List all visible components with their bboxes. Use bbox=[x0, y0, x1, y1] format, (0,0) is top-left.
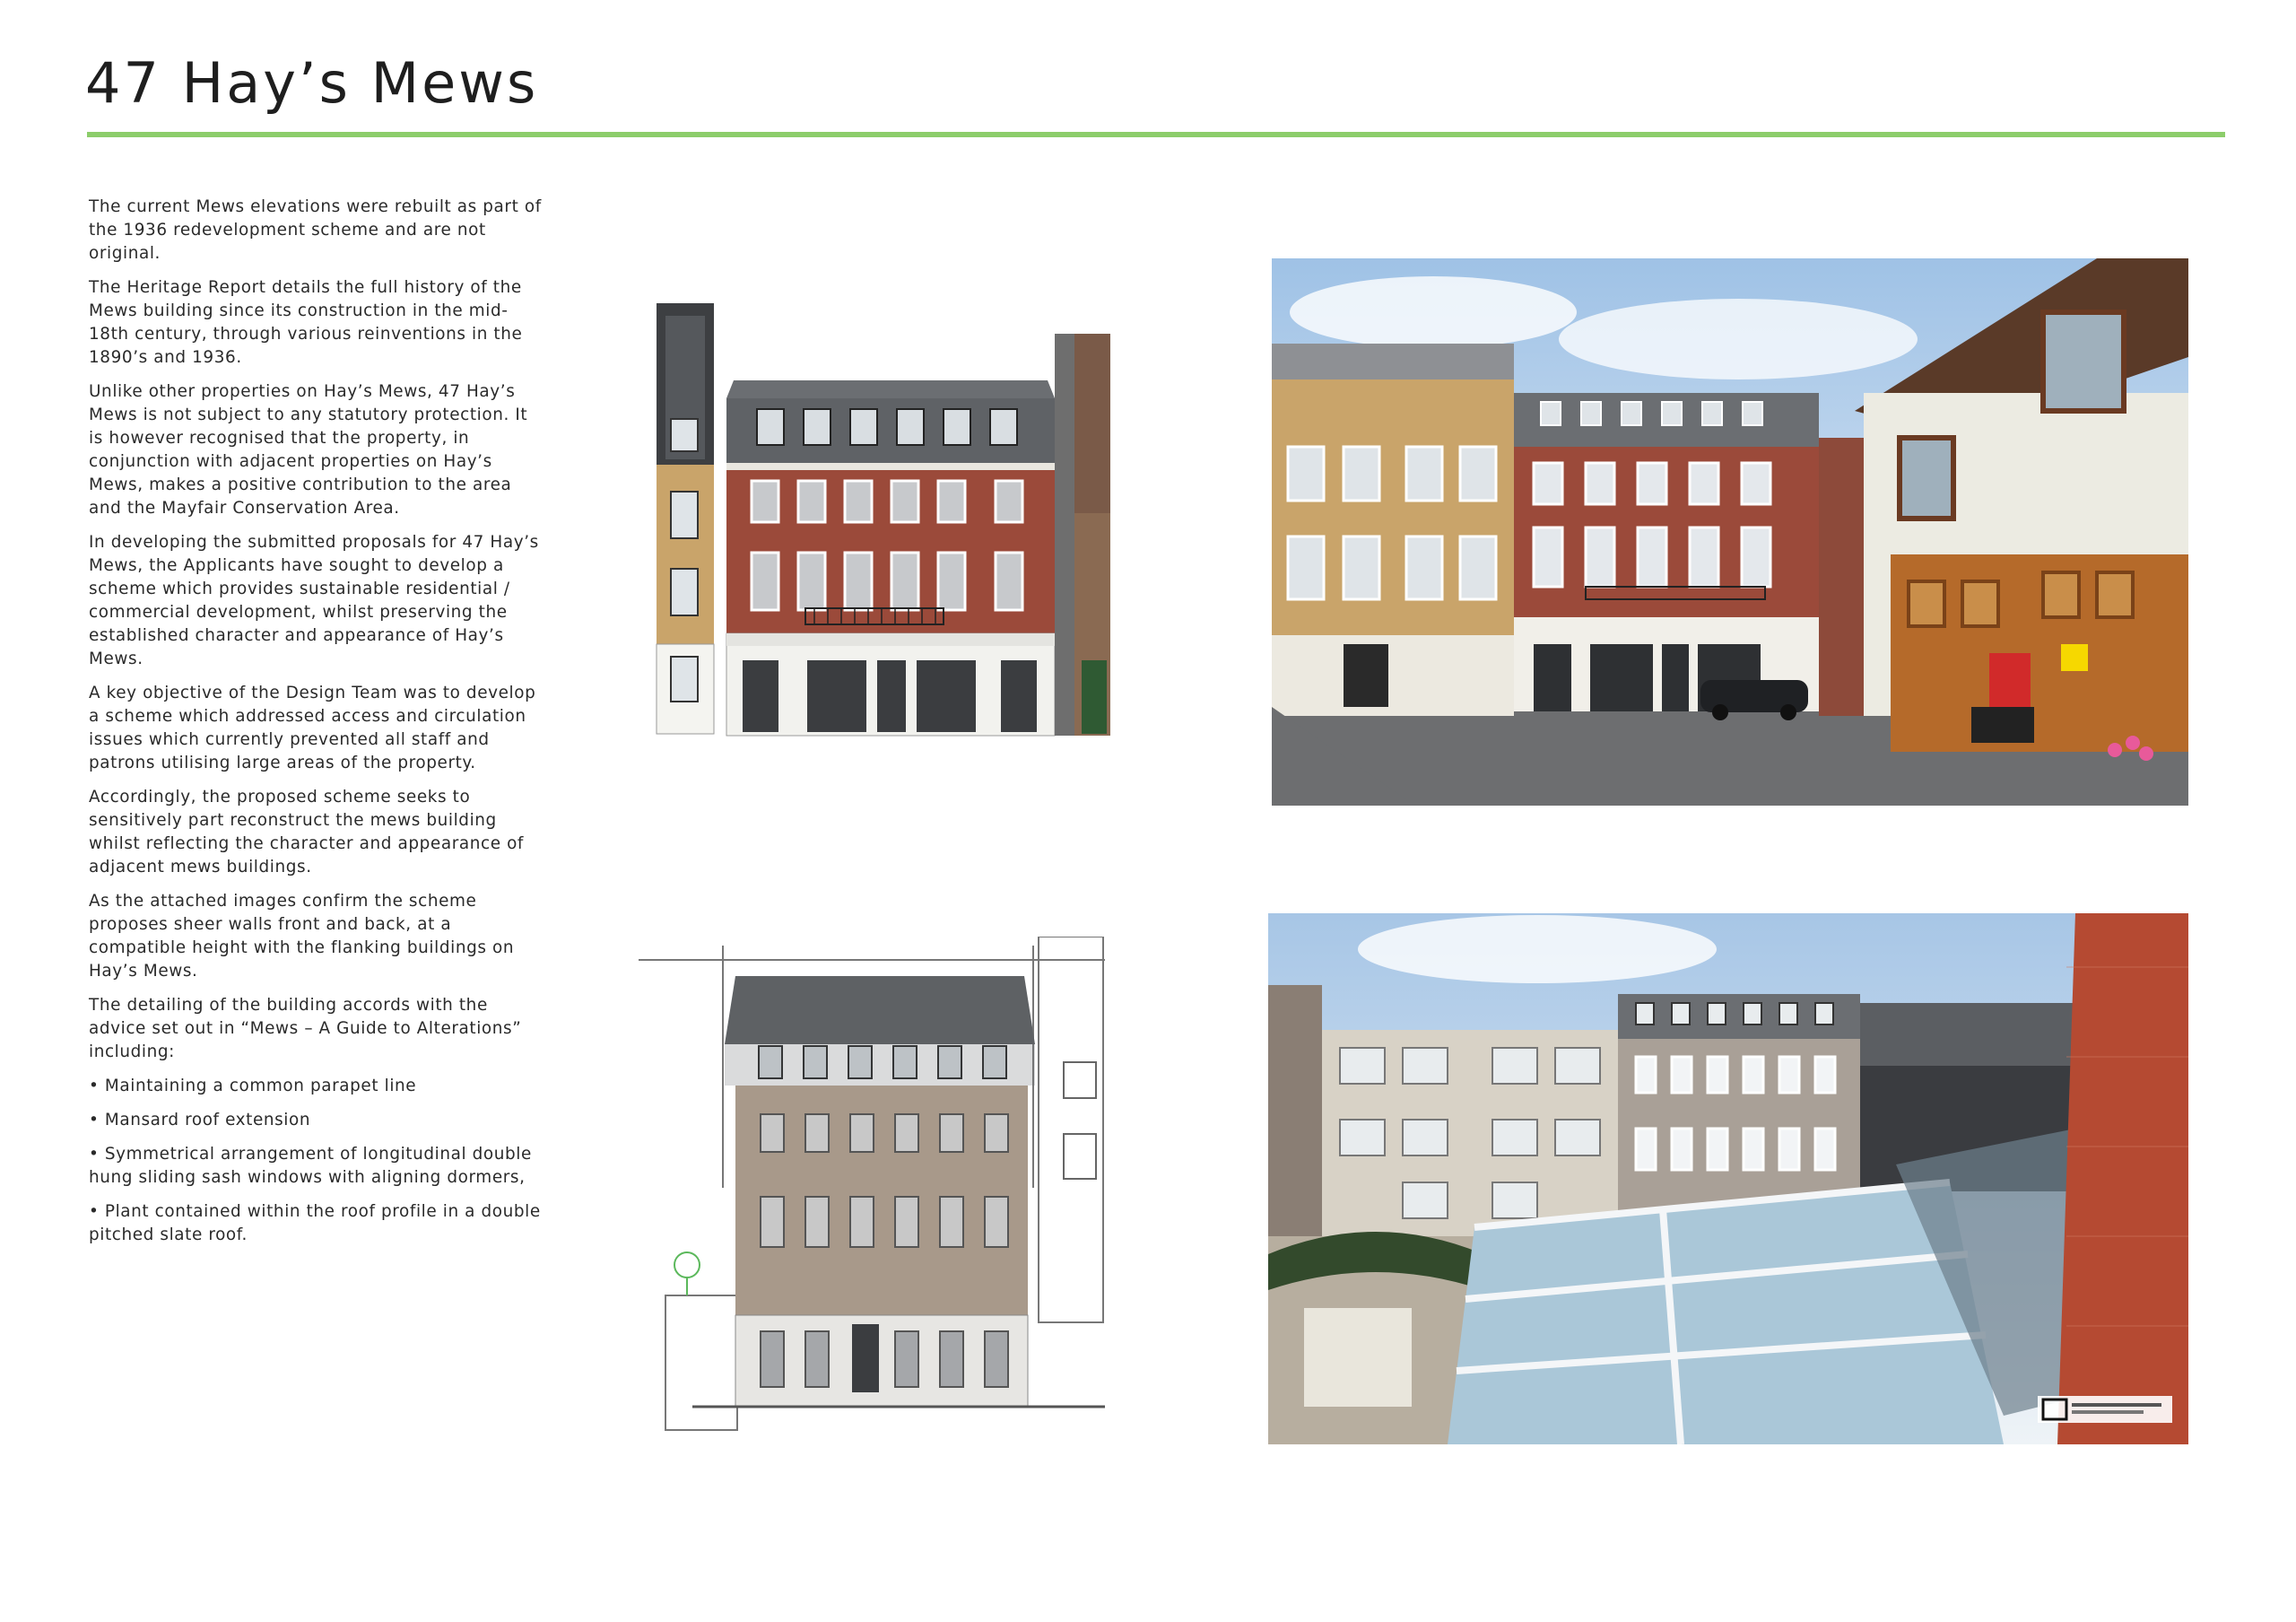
paragraph-5: A key objective of the Design Team was to develop a scheme which addressed access and circulation issues which currently prevented all staff and patrons utilising large areas of the property. bbox=[89, 684, 536, 772]
bullet-mansard-roof: • Mansard roof extension bbox=[89, 1111, 311, 1129]
front-elevation-drawing bbox=[653, 298, 1112, 737]
bullet-plant-roof: • Plant contained within the roof profile in a double pitched slate roof. bbox=[89, 1202, 541, 1244]
paragraph-3: Unlike other properties on Hay’s Mews, 47 Hay’s Mews is not subject to any statutory protection. It is however recognised that the property, in conjunction with adjacent properties on Hay’s Mews, makes a positive contribution to the area and the Mayfair Conservation Area. bbox=[89, 382, 528, 518]
paragraph-2: The Heritage Report details the full history of the Mews building since its construction in the mid-18th century, through various reinventions in the 1890’s and 1936. bbox=[89, 278, 523, 367]
street-photograph bbox=[1272, 258, 2188, 806]
bullet-parapet-line: • Maintaining a common parapet line bbox=[89, 1077, 417, 1095]
rear-elevation-drawing bbox=[639, 937, 1105, 1437]
bullet-sash-windows: • Symmetrical arrangement of longitudinal double hung sliding sash windows with aligning dormers, bbox=[89, 1145, 532, 1187]
paragraph-7: As the attached images confirm the scheme proposes sheer walls front and back, at a compatible height with the flanking buildings on Hay’s Mews. bbox=[89, 892, 515, 981]
title-rule bbox=[87, 132, 2225, 137]
paragraph-4: In developing the submitted proposals for 47 Hay’s Mews, the Applicants have sought to develop a scheme which provides sustainable residential / commercial development, whilst preserving the established character and appearance of Hay’s Mews. bbox=[89, 533, 539, 668]
body-text bbox=[89, 196, 546, 1258]
paragraph-1: The current Mews elevations were rebuilt as part of the 1936 redevelopment scheme and are not original. bbox=[89, 197, 542, 263]
paragraph-6: Accordingly, the proposed scheme seeks to sensitively part reconstruct the mews building whilst reflecting the character and appearance of adjacent mews buildings. bbox=[89, 788, 524, 876]
page-title: 47 Hay’s Mews bbox=[85, 50, 539, 116]
paragraph-8: The detailing of the building accords with the advice set out in “Mews – A Guide to Alterations” including: bbox=[89, 996, 522, 1061]
courtyard-photograph bbox=[1268, 913, 2188, 1444]
